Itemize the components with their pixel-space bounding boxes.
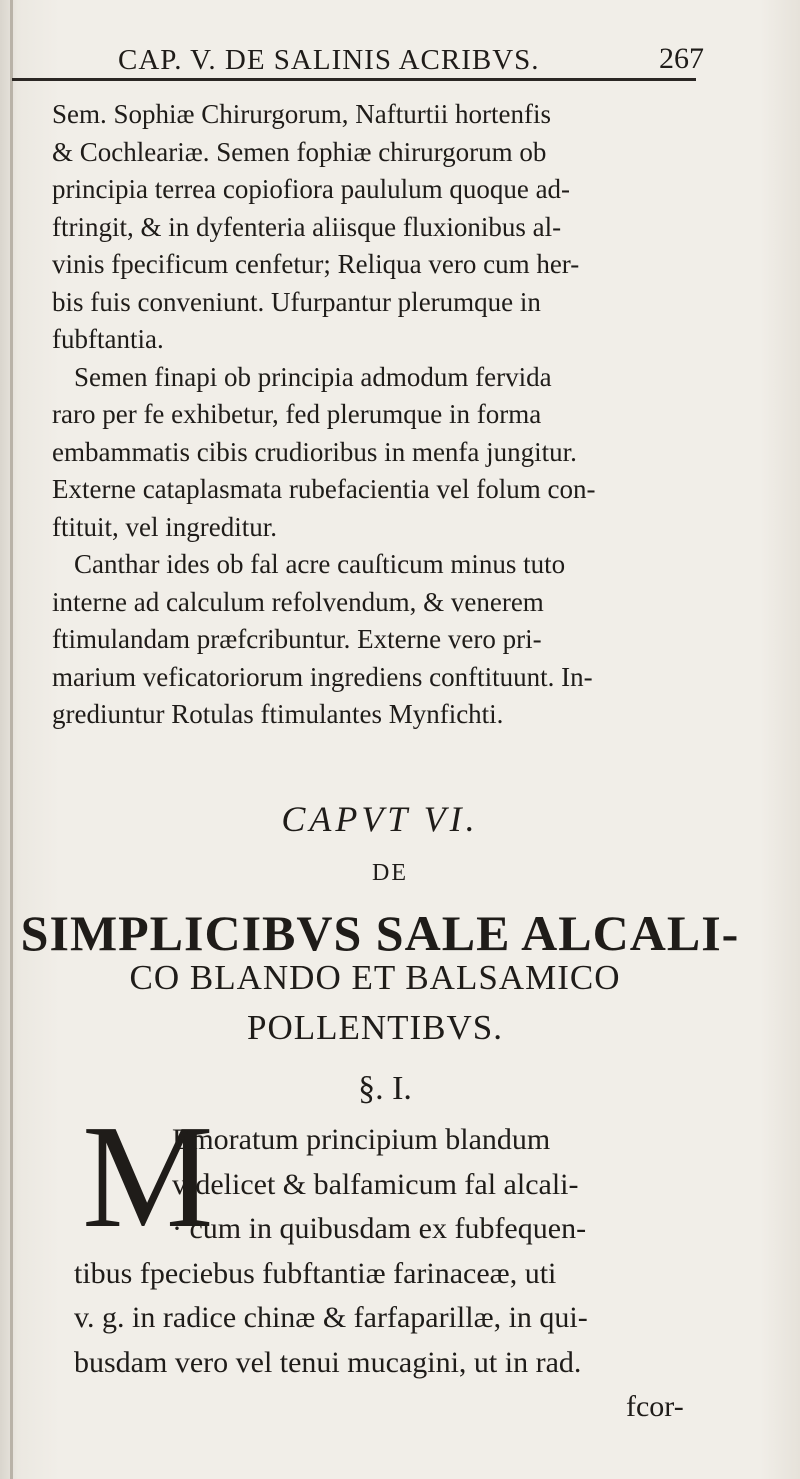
text-line: bis fuis conveniunt. Ufurpantur plerumque in: [52, 286, 541, 317]
text-line: marium veficatoriorum ingrediens conftituunt. In-: [52, 661, 593, 692]
text-line: tibus fpeciebus fubftantiæ farinaceæ, uti: [74, 1256, 557, 1290]
running-title: CAP. V. DE SALINIS ACRIBVS.: [118, 44, 540, 76]
running-head: [110, 40, 710, 80]
text-line: vinis fpecificum cenfetur; Reliqua vero cum her-: [52, 249, 580, 279]
text-line: ftimulandam præfcribuntur. Externe vero pri-: [52, 624, 542, 654]
text-line: embammatis cibis crudioribus in menfa jungitur.: [52, 436, 577, 467]
text-line: principia terrea copiofiora paululum quoque ad-: [52, 174, 571, 204]
text-line: Canthar ides ob fal acre cauſticum minus tuto: [74, 549, 566, 579]
header-rule: [12, 78, 696, 81]
page-gutter-edge: [10, 0, 13, 1479]
chapter-title-line-1: SIMPLICIBVS SALE ALCALI-: [20, 905, 740, 961]
paragraph-sinapi: [52, 359, 742, 547]
text-line: grediuntur Rotulas ftimulantes Mynfichti.: [52, 699, 504, 729]
paragraph-cantharides: [52, 546, 742, 734]
text-line: Sem. Sophiæ Chirurgorum, Nafturtii hortenfis: [52, 99, 551, 129]
text-line: & Cochleariæ. Semen fophiæ chirurgorum ob: [52, 136, 547, 167]
text-line: raro per fe exhibetur, fed plerumque in forma: [52, 399, 542, 429]
body-text: [52, 96, 742, 734]
text-line: Semen finapi ob principia admodum fervida: [74, 361, 552, 392]
text-line: fubftantia.: [52, 324, 164, 354]
section-paragraph: [52, 1118, 732, 1430]
text-line: v. g. in radice chinæ & farfaparillæ, in qui-: [74, 1301, 588, 1334]
section-mark: §. I.: [358, 1070, 412, 1107]
text-line: busdam vero vel tenui mucagini, ut in rad.: [74, 1345, 582, 1379]
chapter-title-line-3: POLLENTIBVS.: [246, 1008, 504, 1047]
chapter-title-line-2: CO BLANDO ET BALSAMICO: [129, 958, 621, 997]
text-line: interne ad calculum refolvendum, & venerem: [52, 586, 544, 617]
page-number: 267: [659, 42, 704, 75]
chapter-de: DE: [372, 860, 408, 886]
chapter-number: CAPVT VI.: [281, 799, 479, 839]
text-line: videlicet & balfamicum fal alcali-: [172, 1167, 579, 1201]
catchword: fcor-: [626, 1390, 684, 1423]
drop-cap: M: [82, 1095, 214, 1259]
text-line: · cum in quibusdam ex fubfequen-: [172, 1212, 587, 1245]
text-line: ftituit, vel ingreditur.: [52, 511, 277, 542]
text-line: Emoratum principium blandum: [172, 1123, 551, 1156]
text-line: Externe cataplasmata rubefacientia vel folum con-: [52, 474, 596, 504]
text-line: ftringit, & in dyfenteria aliisque fluxionibus al-: [52, 211, 562, 242]
paragraph-sophia: [52, 96, 742, 359]
